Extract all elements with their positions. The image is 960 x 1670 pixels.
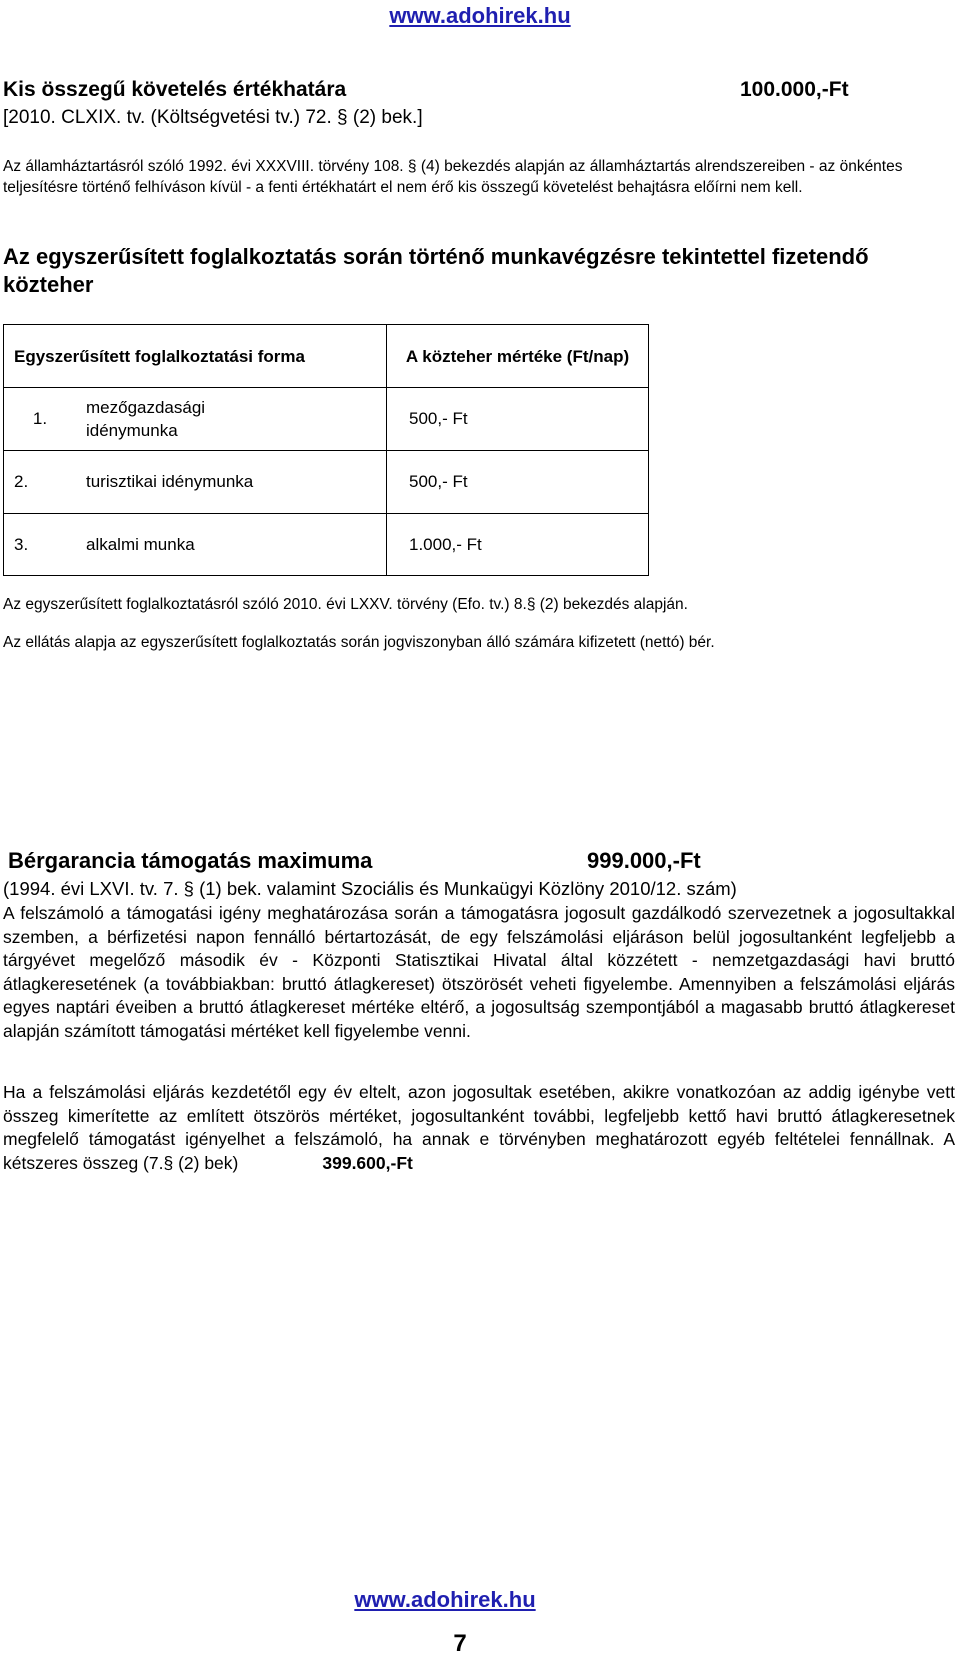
row-amount: 500,- Ft: [387, 451, 649, 514]
row-form-name-text: mezőgazdasági idénymunka: [86, 398, 206, 440]
burden-table: [3, 324, 649, 576]
table-row: [4, 388, 649, 451]
section1-paragraph: Az államháztartásról szóló 1992. évi XXXVIII. törvény 108. § (4) bekezdés alapján az államháztartás alrendszereiben - az önkéntes teljesítésre történő felhíváson kívül - a fenti értékhatárt el nem érő kis összegű követelést behajtásra előírni nem kell.: [3, 158, 903, 196]
table-row: [4, 514, 649, 576]
section2-title: Az egyszerűsített foglalkoztatás során történő munkavégzésre tekintettel fizetendő közteher: [3, 244, 869, 297]
row-form-name: turisztikai idénymunka: [76, 451, 387, 514]
table-row: [4, 451, 649, 514]
table-header-form: Egyszerűsített foglalkoztatási forma: [4, 325, 387, 388]
row-amount: 500,- Ft: [387, 388, 649, 451]
row-amount: 1.000,- Ft: [387, 514, 649, 576]
section2-note2: Az ellátás alapja az egyszerűsített foglalkoztatás során jogviszonyban álló számára kifizetett (nettó) bér.: [3, 634, 715, 651]
section3-amount: 999.000,-Ft: [587, 848, 701, 873]
row-number: 1.: [4, 388, 77, 451]
row-form-name: alkalmi munka: [76, 514, 387, 576]
section3-paragraph2-amount: 399.600,-Ft: [322, 1152, 413, 1173]
section2-note1: Az egyszerűsített foglalkoztatásról szóló 2010. évi LXXV. törvény (Efo. tv.) 8.§ (2) bekezdés alapján.: [3, 596, 688, 613]
page-number: 7: [453, 1630, 467, 1657]
header-site-link[interactable]: www.adohirek.hu: [389, 3, 571, 28]
section3-title: Bérgarancia támogatás maximuma: [8, 848, 373, 873]
section3-paragraph2: [3, 1081, 955, 1175]
section1-reference: [2010. CLXIX. tv. (Költségvetési tv.) 72. § (2) bek.]: [3, 107, 423, 128]
row-form-name: [76, 388, 387, 451]
section1-title: Kis összegű követelés értékhatára: [3, 78, 347, 101]
section1-amount: 100.000,-Ft: [740, 78, 849, 101]
row-number: 2.: [4, 451, 77, 514]
footer-site-link[interactable]: www.adohirek.hu: [354, 1587, 536, 1612]
section3-paragraph2-text: Ha a felszámolási eljárás kezdetétől egy év eltelt, azon jogosultak esetében, akikre vonatkozóan az addig igénybe vett összeg kimerítette az említett ötszörös mértéket, jogosultanként további, legfeljebb kettő havi bruttó átlagkeresetnek megfelelő támogatást igényelhet a felszámoló, ha annak e törvényben meghatározott egyéb feltételei fennállnak. A kétszeres összeg (7.§ (2) bek): [3, 1082, 955, 1173]
row-number: 3.: [4, 514, 77, 576]
table-header-amount: A közteher mértéke (Ft/nap): [387, 325, 649, 388]
section3-reference: (1994. évi LXVI. tv. 7. § (1) bek. valamint Szociális és Munkaügyi Közlöny 2010/12. szám): [3, 878, 737, 899]
section3-paragraph1: A felszámoló a támogatási igény meghatározása során a támogatásra jogosult gazdálkodó szervezetnek a jogosultakkal szemben, a bérfizetési napon fennálló bértartozását, de egy felszámolási eljáráson belül jogosultanként legfeljebb a tárgyévet megelőző második év - Központi Statisztikai Hivatal által közzétett - nemzetgazdasági havi bruttó átlagkeresetének (a továbbiakban: bruttó átlagkereset) ötszörösét veheti figyelembe. Amennyiben a felszámolási eljárás egyes naptári éveiben a bruttó átlagkereset mértéke eltérő, a jogosultság szempontjából a magasabb bruttó átlagkereset alapján számított támogatási mértéket kell figyelembe venni.: [3, 903, 955, 1041]
table-header-row: [4, 325, 649, 388]
